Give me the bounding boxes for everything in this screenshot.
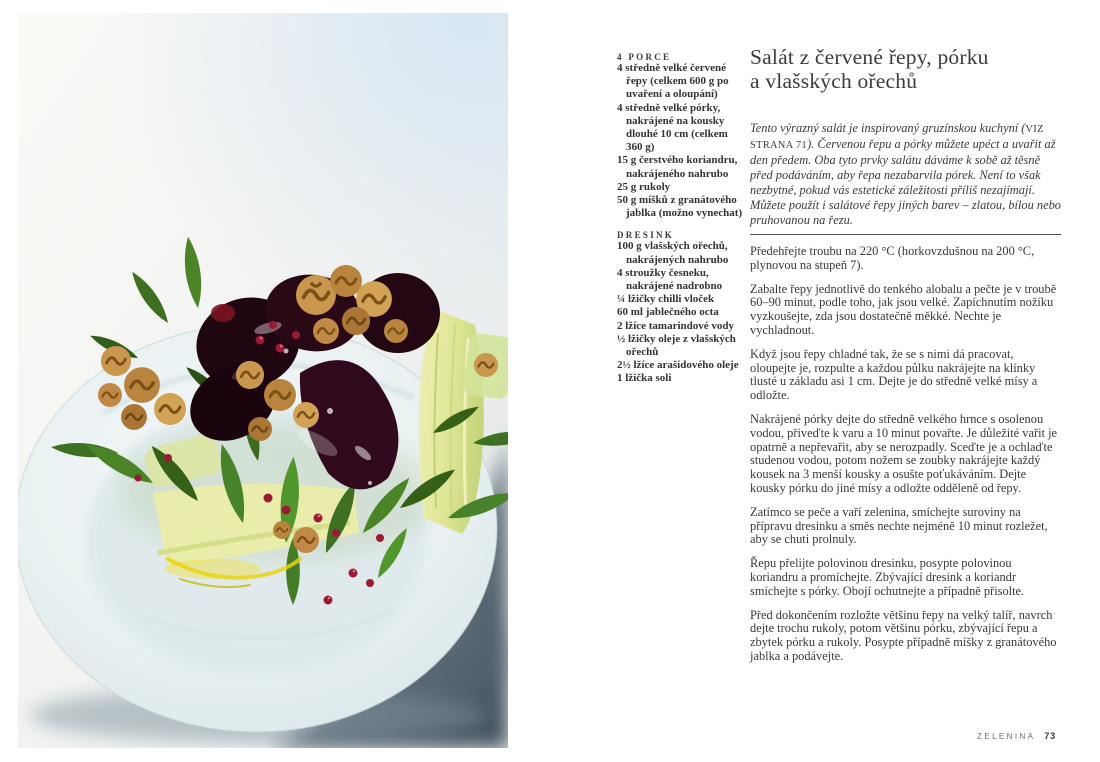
recipe-column xyxy=(750,46,1061,664)
dressing-item: 2½ lžíce arašídového oleje xyxy=(617,359,739,372)
recipe-step: Zabalte řepy jednotlivě do tenkého alobalu a pečte je v troubě 60–90 minut, podle toho, jak jsou velké. Zapíchnutím nožíku vyzkoušejte, zda jsou dostatečně měkké. Nechte je vychladnout. xyxy=(750,281,1057,337)
recipe-intro xyxy=(750,121,1061,228)
recipe-title-line1: Salát z červené řepy, pórku xyxy=(750,45,989,69)
recipe-step: Když jsou řepy chladné tak, že se s nimi dá pracovat, oloupejte je, rozpulte a každou půlku nakrájejte na klínky tlusté u základu asi 1 cm. Dejte je do středně velké mísy a odložte. xyxy=(750,346,1038,403)
ingredient-list xyxy=(617,62,745,220)
dressing-item: ¼ lžičky chilli vloček xyxy=(617,293,715,306)
ingredient-item: 4 středně velké pórky, nakrájené na kousky dlouhé 10 cm (celkem 360 g) xyxy=(617,101,728,154)
ingredient-item: 25 g rukoly xyxy=(617,180,671,193)
salad-photo xyxy=(18,13,508,748)
ingredient-item: 4 středně velké červené řepy (celkem 600 g po uvaření a oloupání) xyxy=(617,62,729,101)
dressing-item: 1 lžička soli xyxy=(617,372,672,385)
footer-section-label: ZELENINA xyxy=(977,732,1036,741)
dressing-item: ½ lžičky oleje z vlašských ořechů xyxy=(617,332,736,359)
page-footer xyxy=(977,731,1056,741)
ingredient-item: 15 g čerstvého koriandru, nakrájeného nahrubo xyxy=(617,154,738,180)
dressing-item: 60 ml jablečného octa xyxy=(617,306,719,319)
servings-label: 4 PORCE xyxy=(617,52,672,62)
ingredient-column xyxy=(617,52,745,386)
section-divider xyxy=(750,234,1061,235)
recipe-title-line2: a vlašských ořechů xyxy=(750,68,918,93)
recipe-title xyxy=(750,46,1061,93)
salad-photo-illustration xyxy=(18,13,508,748)
recipe-step: Před dokončením rozložte většinu řepy na velký talíř, navrch dejte trochu rukoly, potom většinu pórku, zbývající řepu a zbytek pórku a rukoly. Posypte případně míšky z granátového jablka a podávejte. xyxy=(750,607,1057,663)
footer-page-number: 73 xyxy=(1044,731,1056,741)
dressing-item: 2 lžíce tamarindové vody xyxy=(617,319,735,332)
dressing-heading: DRESINK xyxy=(617,230,675,241)
recipe-step: Zatímco se peče a vaří zelenina, smíchejte suroviny na přípravu dresinku a směs nechte nejméně 10 minut rozležet, aby se chuti prolnuly. xyxy=(750,504,1048,547)
dressing-list xyxy=(617,240,745,385)
ingredient-item: 50 g míšků z granátového jablka (možno vynechat) xyxy=(617,194,743,220)
intro-page-reference: VIZ STRANA 71 xyxy=(750,124,1044,151)
dressing-item: 100 g vlašských ořechů, nakrájených nahrubo xyxy=(617,240,729,266)
intro-text-after: ). Červenou řepu a pórky můžete upéct a uvařit až den předem. Oba tyto prvky salátu dáváme k sobě až těsně před podáváním, aby řepa nezabarvila pórek. Není to však nezbytné, pokud vás estetické záležitosti příliš nezajímají. Můžete použít i salátové řepy jiných barev – zlatou, bílou nebo pruhovanou na řezu. xyxy=(750,137,1061,227)
recipe-step: Řepu přelijte polovinou dresinku, posypte polovinou koriandru a promíchejte. Zbývající dresink a koriandr smíchejte s pórky. Obojí ochutnejte a případně přisolte. xyxy=(750,556,1025,598)
recipe-step: Předehřejte troubu na 220 °C (horkovzdušnou na 200 °C, plynovou na stupeň 7). xyxy=(750,244,1035,272)
dressing-item: 4 stroužky česneku, nakrájené nadrobno xyxy=(617,266,723,293)
intro-text-before: Tento výrazný salát je inspirovaný gruzínskou kuchyní ( xyxy=(750,121,1026,135)
recipe-step: Nakrájené pórky dejte do středně velkého hrnce s osolenou vodou, přiveďte k varu a 10 minut povařte. Je důležité vařit je opatrně a nepřevařit, aby se nerozpadly. Sceďte je a ochlaďte studenou vodou, potom nožem se zoubky nakrájejte každý kousek na 3 menší kousky a osušte poťukáváním. Dejte kousky pórku do jiné mísy a odložte odděleně od řepy. xyxy=(750,411,1058,495)
